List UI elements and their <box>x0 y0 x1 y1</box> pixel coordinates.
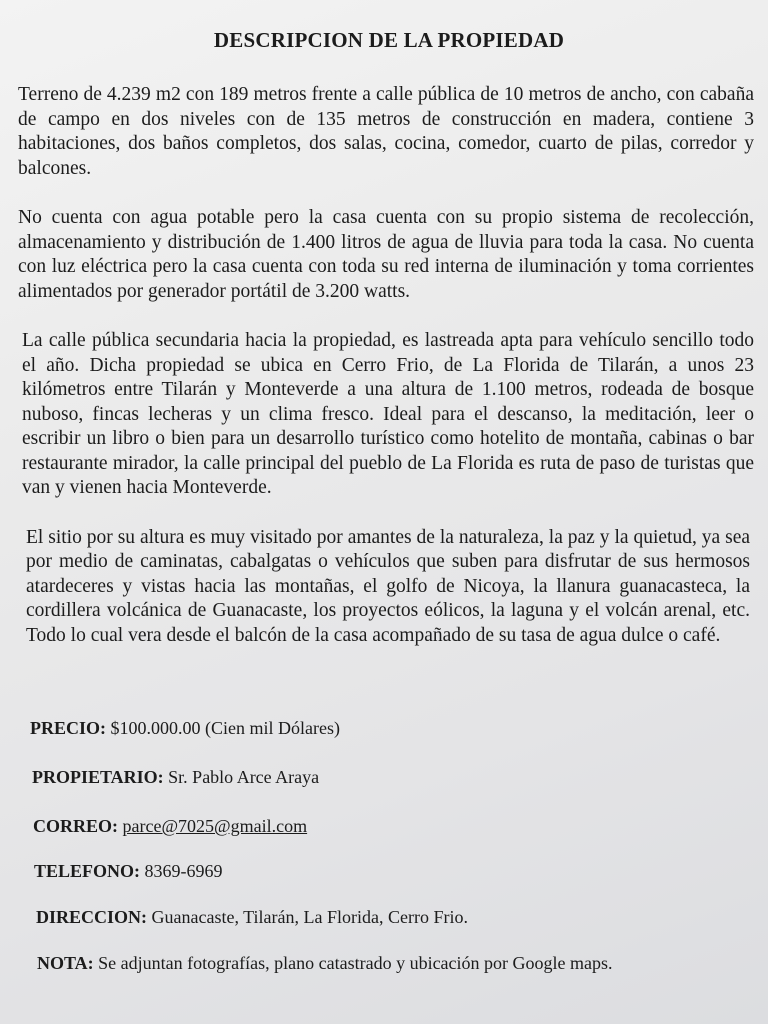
detail-price-value: $100.000.00 (Cien mil Dólares) <box>110 718 340 738</box>
detail-price-label: PRECIO: <box>30 718 106 738</box>
detail-note <box>37 952 613 974</box>
detail-email <box>33 815 307 837</box>
detail-note-label: NOTA: <box>37 953 94 973</box>
detail-owner-label: PROPIETARIO: <box>32 767 164 787</box>
detail-phone-label: TELEFONO: <box>34 861 141 881</box>
detail-phone <box>34 860 223 882</box>
paragraph-surroundings: El sitio por su altura es muy visitado por amantes de la naturaleza, la paz y la quietud, ya sea por medio de caminatas, cabalgatas o vehículos que suben para disfrutar de sus hermosos atardeceres y vistas hacia las montañas, el golfo de Nicoya, la llanura guanacasteca, la cordillera volcánica de Guanacaste, los proyectos eólicos, la laguna y el volcán arenal, etc. Todo lo cual vera desde el balcón de la casa acompañado de su tasa de agua dulce o café. <box>26 526 750 646</box>
paragraph-location: La calle pública secundaria hacia la propiedad, es lastreada apta para vehículo sencillo todo el año. Dicha propiedad se ubica en Cerro Frio, de La Florida de Tilarán, a unos 23 kilómetros entre Tilarán y Monteverde a una altura de 1.100 metros, rodeada de bosque nuboso, fincas lecheras y un clima fresco. Ideal para el descanso, la meditación, leer o escribir un libro o bien para un desarrollo turístico como hotelito de montaña, cabinas o bar restaurante mirador, la calle principal del pueblo de La Florida es ruta de paso de turistas que van y vienen hacia Monteverde. <box>22 330 754 498</box>
detail-owner <box>32 766 319 788</box>
detail-price <box>30 717 340 739</box>
document-title: DESCRIPCION DE LA PROPIEDAD <box>213 28 565 52</box>
paragraph-land-description: Terreno de 4.239 m2 con 189 metros frente a calle pública de 10 metros de ancho, con cabaña de campo en dos niveles con de 135 metros de construcción en madera, contiene 3 habitaciones, dos baños completos, dos salas, cocina, comedor, cuarto de pilas, corredor y balcones. <box>18 84 754 179</box>
detail-address-label: DIRECCION: <box>36 907 148 927</box>
paragraph-water-electricity: No cuenta con agua potable pero la casa cuenta con su propio sistema de recolección, almacenamiento y distribución de 1.400 litros de agua de lluvia para toda la casa. No cuenta con luz eléctrica pero la casa cuenta con toda su red interna de iluminación y toma corrientes alimentados por generador portátil de 3.200 watts. <box>18 207 754 302</box>
detail-note-value: Se adjuntan fotografías, plano catastrado y ubicación por Google maps. <box>98 953 613 973</box>
detail-address-value: Guanacaste, Tilarán, La Florida, Cerro Frio. <box>151 907 468 927</box>
detail-address <box>36 906 468 928</box>
detail-owner-value: Sr. Pablo Arce Araya <box>168 767 320 787</box>
detail-phone-value: 8369-6969 <box>144 861 223 881</box>
detail-email-label: CORREO: <box>33 816 118 836</box>
email-link[interactable]: parce@7025@gmail.com <box>122 816 308 836</box>
